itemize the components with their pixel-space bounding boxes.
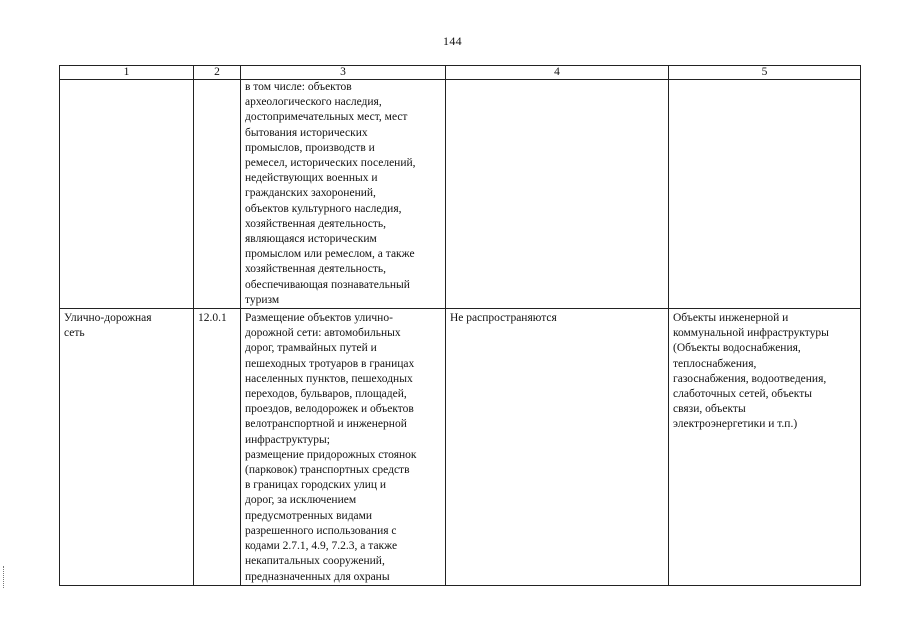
land-use-code-cell: 12.0.1 xyxy=(194,309,241,586)
land-use-name-cell: Улично-дорожная сеть xyxy=(60,309,194,586)
header-cell-3: 3 xyxy=(241,66,446,80)
regulations-table xyxy=(59,65,861,586)
column-4-cell xyxy=(446,80,669,309)
description-cell: Размещение объектов улично- дорожной сети: автомобильных дорог, трамвайных путей и пешеходных тротуаров в границах населенных пунктов, пешеходных переходов, бульваров, площадей, проездов, велодорожек и объектов велотранспортной и инженерной инфраструктуры; размещение придорожных стоянок (парковок) транспортных средств в границах городских улиц и дорог, за исключением предусмотренных видами разрешенного использования с кодами 2.7.1, 4.9, 7.2.3, а также некапитальных сооружений, предназначенных для охраны xyxy=(241,309,446,586)
table-row xyxy=(60,309,861,586)
column-4-cell: Не распространяются xyxy=(446,309,669,586)
header-cell-5: 5 xyxy=(669,66,861,80)
header-cell-1: 1 xyxy=(60,66,194,80)
header-cell-4: 4 xyxy=(446,66,669,80)
description-cell: в том числе: объектов археологического наследия, достопримечательных мест, мест бытования исторических промыслов, производств и ремесел, исторических поселений, недействующих военных и гражданских захоронений, объектов культурного наследия, хозяйственная деятельность, являющаяся историческим промыслом или ремеслом, а также хозяйственная деятельность, обеспечивающая познавательный туризм xyxy=(241,80,446,309)
table-row xyxy=(60,80,861,309)
column-5-cell xyxy=(669,80,861,309)
land-use-code-cell xyxy=(194,80,241,309)
land-use-name-cell xyxy=(60,80,194,309)
header-cell-2: 2 xyxy=(194,66,241,80)
table-header-row xyxy=(60,66,861,80)
page-number: 144 xyxy=(443,34,462,48)
margin-scan-mark xyxy=(3,566,5,588)
column-5-cell: Объекты инженерной и коммунальной инфраструктуры (Объекты водоснабжения, теплоснабжения, газоснабжения, водоотведения, слаботочных сетей, объекты связи, объекты электроэнергетики и т.п.) xyxy=(669,309,861,586)
